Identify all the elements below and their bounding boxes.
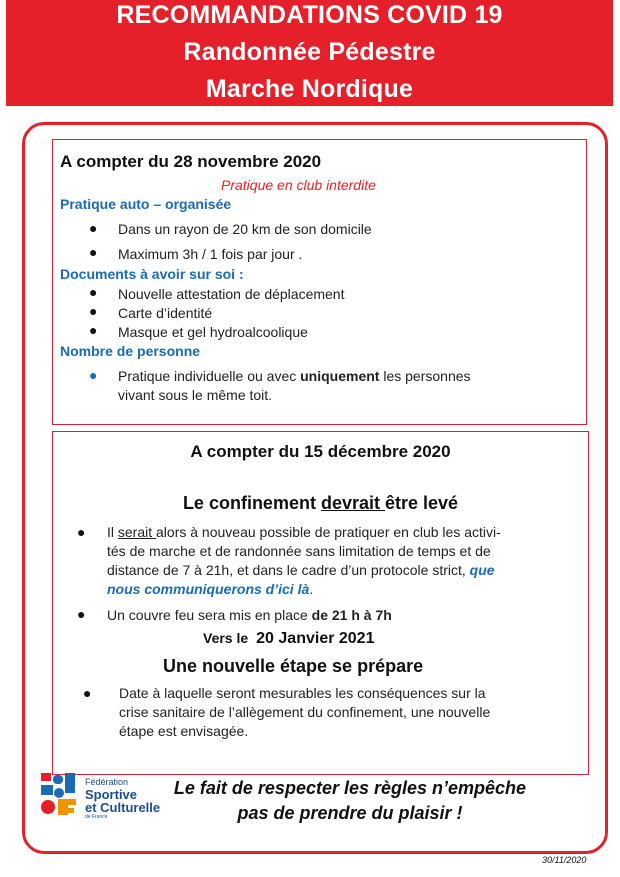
closing-message [130, 776, 570, 826]
emphasis: de 21 h à 7h [311, 607, 392, 623]
closing-line-2: pas de prendre du plaisir ! [237, 803, 463, 823]
section-dec-15 [52, 431, 589, 775]
text-run: Vers le [203, 630, 249, 646]
title-line-1: RECOMMANDATIONS COVID 19 [116, 1, 503, 29]
text-run: Un couvre feu sera mis en place [107, 607, 312, 623]
logo-label: Sportive [85, 787, 138, 802]
subtitle [53, 493, 588, 514]
document-date: 30/11/2020 [542, 855, 587, 865]
emphasis: uniquement [300, 368, 380, 384]
list-item [118, 367, 471, 405]
title-line-2: Randonnée Pédestre [183, 38, 436, 66]
bullet-icon: ● [83, 685, 92, 701]
people-heading: Nombre de personne [60, 343, 201, 359]
title-banner [6, 0, 613, 106]
bullet-icon: ● [89, 244, 98, 260]
date-text: 20 Janvier 2021 [256, 630, 375, 647]
bullet-icon: ● [77, 524, 86, 540]
logo-label: Fédération [85, 777, 129, 787]
emphasis: nous communiquerons d’ici là [107, 581, 310, 597]
list-item: Nouvelle attestation de déplacement [118, 286, 345, 302]
docs-heading: Documents à avoir sur soi : [60, 266, 244, 282]
text-run: étape est envisagée. [119, 723, 249, 739]
paragraph [107, 523, 579, 599]
paragraph [119, 684, 591, 741]
bullet-icon: ● [77, 606, 86, 622]
list-item: Dans un rayon de 20 km de son domicile [118, 221, 372, 237]
text-run: Le confinement [182, 493, 321, 513]
title-line-3: Marche Nordique [205, 75, 414, 103]
text-run: . [309, 581, 314, 597]
section-title: A compter du 28 novembre 2020 [60, 152, 322, 171]
text-run: Date à laquelle seront mesurables les conséquences sur la [119, 685, 486, 701]
text-run: alors à nouveau possible de pratiquer en club les activi- [156, 524, 501, 540]
list-item: Masque et gel hydroalcoolique [118, 324, 308, 340]
text-run: distance de 7 à 21h, et dans le cadre d’un protocole strict, [107, 562, 470, 578]
bullet-icon: ● [89, 322, 98, 338]
logo-label: et Culturelle [85, 800, 161, 815]
emphasis: que [469, 562, 495, 578]
bullet-icon: ● [89, 284, 98, 300]
text-run: être levé [384, 493, 459, 513]
logo-label: de France [85, 814, 108, 820]
bullet-icon: ● [89, 367, 98, 383]
section-nov-28 [52, 139, 587, 425]
text-run: tés de marche et de randonnée sans limitation de temps et de [107, 543, 491, 559]
underlined-word: serait [117, 524, 157, 540]
section-title: A compter du 15 décembre 2020 [190, 442, 451, 461]
text-run: Pratique individuelle ou avec [118, 368, 301, 384]
text-run: vivant sous le même toit. [118, 387, 273, 403]
next-step-title: Une nouvelle étape se prépare [163, 656, 424, 676]
next-date [203, 630, 374, 648]
text-run: crise sanitaire de l’allègement du confinement, une nouvelle [119, 704, 491, 720]
bullet-icon: ● [89, 303, 98, 319]
paragraph [107, 606, 579, 625]
bullet-icon: ● [89, 220, 98, 236]
club-note: Pratique en club interdite [221, 177, 376, 193]
list-item: Carte d’identité [118, 305, 213, 321]
list-item: Maximum 3h / 1 fois par jour . [118, 246, 303, 262]
text-run: les personnes [379, 368, 471, 384]
text-run: Il [107, 524, 118, 540]
auto-heading: Pratique auto – organisée [60, 196, 232, 212]
underlined-word: devrait [320, 493, 385, 513]
closing-line-1: Le fait de respecter les règles n’empêche [173, 778, 527, 798]
